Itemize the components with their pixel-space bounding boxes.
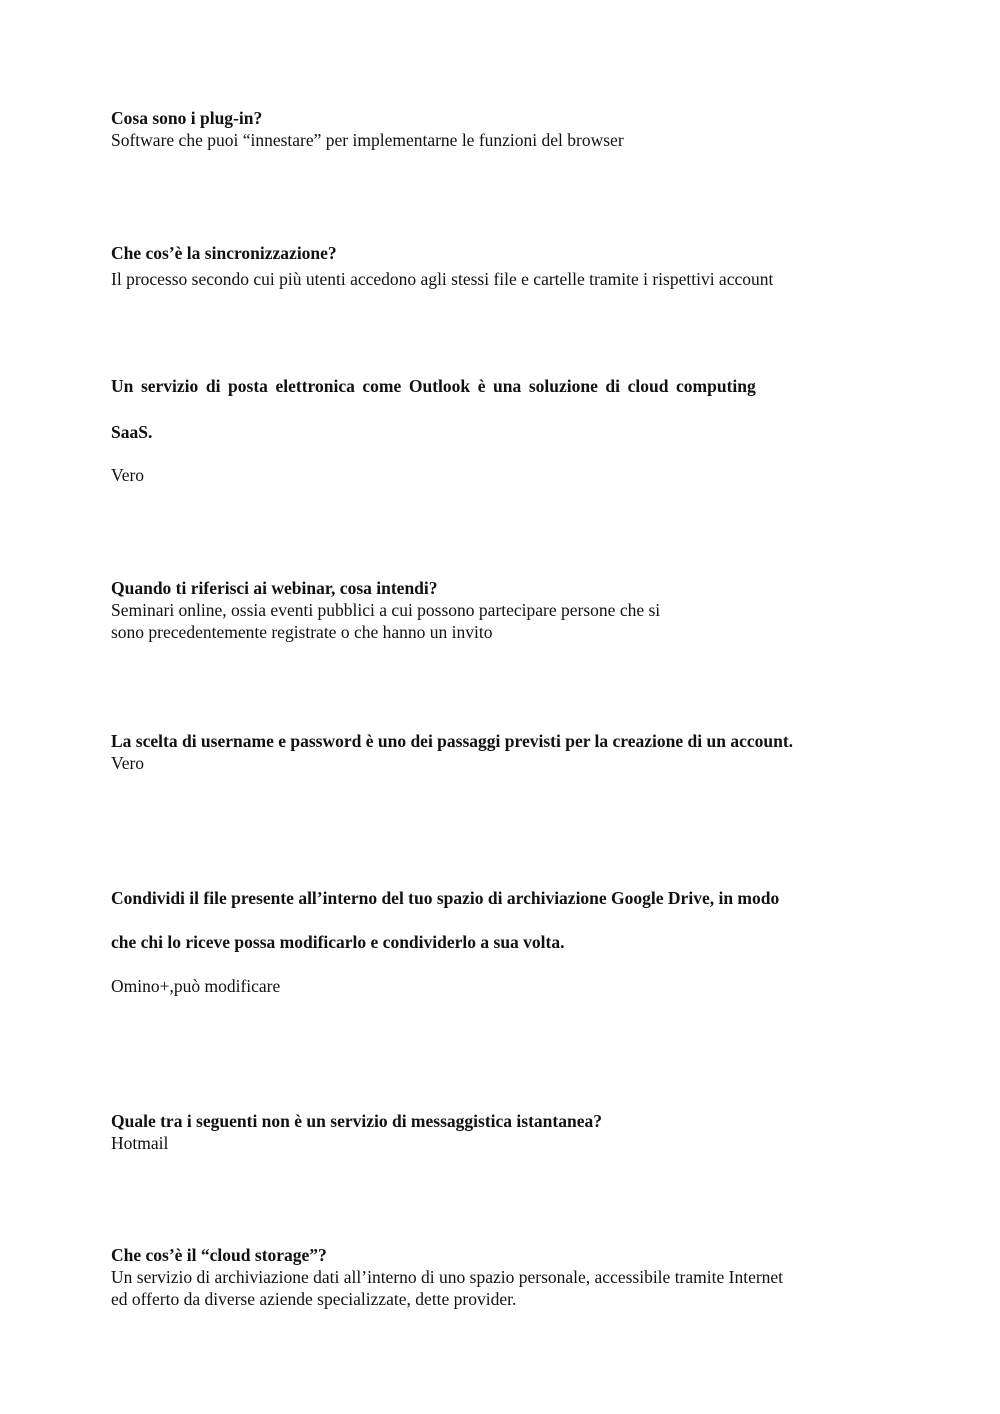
- qa-item: [111, 730, 891, 774]
- answer-text: ed offerto da diverse aziende specializzate, dette provider.: [111, 1289, 517, 1309]
- question-text: Quando ti riferisci ai webinar, cosa intendi?: [111, 578, 438, 598]
- qa-item: [111, 375, 891, 486]
- question-text: Cosa sono i plug-in?: [111, 108, 263, 128]
- qa-item: [111, 577, 891, 643]
- question-text: Che cos’è la sincronizzazione?: [111, 243, 337, 263]
- answer-text: sono precedentemente registrate o che hanno un invito: [111, 622, 493, 642]
- qa-item: [111, 1110, 891, 1154]
- qa-item: [111, 1244, 891, 1310]
- question-text: Quale tra i seguenti non è un servizio di messaggistica istantanea?: [111, 1111, 602, 1131]
- qa-item: [111, 242, 891, 290]
- question-text: Che cos’è il “cloud storage”?: [111, 1245, 327, 1265]
- answer-text: Vero: [111, 465, 145, 485]
- question-text: La scelta di username e password è uno dei passaggi previsti per la creazione di un account.: [111, 731, 794, 751]
- question-text: Condividi il file presente all’interno del tuo spazio di archiviazione Google Drive, in modo: [111, 888, 780, 908]
- answer-text: Omino+,può modificare: [111, 976, 281, 996]
- qa-item: [111, 107, 891, 151]
- question-text: che chi lo riceve possa modificarlo e condividerlo a sua volta.: [111, 932, 565, 952]
- qa-item: [111, 887, 891, 997]
- answer-text: Vero: [111, 753, 145, 773]
- answer-text: Un servizio di archiviazione dati all’interno di uno spazio personale, accessibile tramite Internet: [111, 1267, 784, 1287]
- question-text: SaaS.: [111, 422, 153, 442]
- answer-text: Il processo secondo cui più utenti accedono agli stessi file e cartelle tramite i rispettivi account: [111, 269, 774, 289]
- question-text: Un servizio di posta elettronica come Outlook è una soluzione di cloud computing: [111, 376, 756, 396]
- answer-text: Hotmail: [111, 1133, 169, 1153]
- answer-text: Seminari online, ossia eventi pubblici a cui possono partecipare persone che si: [111, 600, 661, 620]
- answer-text: Software che puoi “innestare” per implementarne le funzioni del browser: [111, 130, 624, 150]
